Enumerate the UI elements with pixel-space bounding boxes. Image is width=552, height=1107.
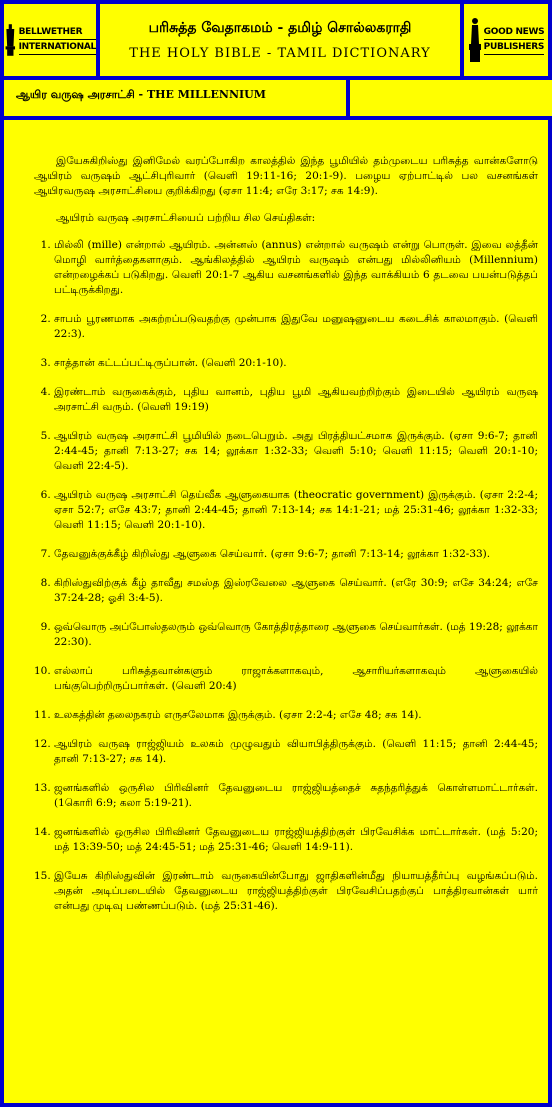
title-tamil: பரிசுத்த வேதாகமம் - தமிழ் சொல்லகராதி bbox=[148, 20, 412, 36]
publisher-logo-right bbox=[460, 0, 552, 80]
logo-text-right bbox=[484, 25, 545, 55]
title-english: THE HOLY BIBLE - TAMIL DICTIONARY bbox=[129, 46, 431, 61]
list-item: 14. ஜனங்களில் ஒருசில பிரிவினர் தேவனுடைய ராஜ்ஜியத்திற்குள் பிரவேசிக்க மாட்டார்கள். (மத் 5:20; மத் 13:39-50; மத் 24:45-51; மத் 25:31-46; வெளி 14:9-11). bbox=[54, 825, 538, 855]
list-item: 5. ஆயிரம் வருஷ அரசாட்சி பூமியில் நடைபெறும். அது பிரத்தியட்சமாக இருக்கும். (ஏசா 9:6-7; தானி 2:44-45; தானி 7:13-27; சக 14; லூக்கா 1:32-33; வெளி 5:10; வெளி 11:15; வெளி 20:1-10; வெளி 22:4-5). bbox=[54, 429, 538, 474]
list-item: 2. சாபம் பூரணமாக அகற்றப்படுவதற்கு முன்பாக இதுவே மனுஷனுடைய கடைசிக் காலமாகும். (வெளி 22:3). bbox=[54, 312, 538, 342]
list-item: 1. மில்லி (mille) என்றால் ஆயிரம். அன்னஸ் (annus) என்றால் வருஷம் என்று பொருள். இவை லத்தீன் மொழி வார்த்தைகளாகும். ஆங்கிலத்தில் ஆயிரம் வருஷம் என்பது மில்லினியம் (Millennium) என்றழைக்கப் படுகிறது. வெளி 20:1-7 ஆகிய வசனங்களில் இந்த வாக்கியம் 6 தடவை பயன்படுத்தப் பட்டிருக்கிறது. bbox=[54, 238, 538, 298]
list-item: 15. இயேசு கிறிஸ்துவின் இரண்டாம் வருகையின்போது ஜாதிகளின்மீது நியாயத்தீர்ப்பு வழங்கப்படும். அதன் அடிப்படையில் தேவனுடைய ராஜ்ஜியத்திற்குள் பிரவேசிப்பதற்குப் பாத்திரவான்கள் யார் என்பது முடிவு பண்ணப்படும். (மத் 25:31-46). bbox=[54, 869, 538, 914]
statue-figure-icon bbox=[468, 16, 482, 64]
logo-left-line2: INTERNATIONAL bbox=[19, 40, 96, 55]
logo-text-left bbox=[19, 25, 96, 55]
title-banner bbox=[96, 0, 464, 80]
list-item: 8. கிறிஸ்துவிற்குக் கீழ் தாவீது சமஸ்த இஸ்ரவேலை ஆளுகை செய்வார். (எரே 30:9; எசே 34:24; எசே 37:24-28; ஓசி 3:4-5). bbox=[54, 576, 538, 606]
publisher-logo-left bbox=[0, 0, 100, 80]
list-heading: ஆயிரம் வருஷ அரசாட்சியைப் பற்றிய சில செய்திகள்: bbox=[56, 212, 316, 224]
topic-title: ஆயிர வருஷ அரசாட்சி - THE MILLENNIUM bbox=[16, 88, 266, 101]
logo-left-line1: BELLWETHER bbox=[19, 25, 96, 40]
intro-paragraph: இயேசுகிறிஸ்து இனிமேல் வரப்போகிற காலத்தில் இந்த பூமியில் தம்முடைய பரிசுத்த வான்களோடு ஆயிரம் வருஷம் ஆட்சிபுரிவார் (வெளி 19:11-16; 20:1-9). பழைய ஏற்பாட்டில் பல வசனங்கள் ஆயிரவருஷ அரசாட்சியை குறிக்கிறது (ஏசா 11:4; எரே 3:17; சக 14:9). bbox=[34, 155, 538, 197]
list-item: 11. உலகத்தின் தலைநகரம் எருசலேமாக இருக்கும். (ஏசா 2:2-4; எசே 48; சக 14). bbox=[54, 708, 538, 723]
list-item: 3. சாத்தான் கட்டப்பட்டிருப்பான். (வெளி 20:1-10). bbox=[54, 356, 538, 371]
list-item: 6. ஆயிரம் வருஷ அரசாட்சி தெய்வீக ஆளுகையாக (theocratic government) இருக்கும். (ஏசா 2:2-4; ஏசா 52:7; எசே 43:7; தானி 2:44-45; தானி 7:13-14; சக 14:1-21; மத் 25:31-46; லூக்கா 1:32-33; வெளி 11:15; வெளி 20:1-10). bbox=[54, 488, 538, 533]
list-item: 13. ஜனங்களில் ஒருசில பிரிவினர் தேவனுடைய ராஜ்ஜியத்தைச் சுதந்தரித்துக் கொள்ளமாட்டார்கள். (1கொரி 6:9; கலா 5:19-21). bbox=[54, 781, 538, 811]
logo-right-line1: GOOD NEWS bbox=[484, 25, 545, 40]
list-item: 4. இரண்டாம் வருகைக்கும், புதிய வானம், புதிய பூமி ஆகியவற்றிற்கும் இடையில் ஆயிரம் வருஷ அரசாட்சி வரும். (வெளி 19:19) bbox=[54, 385, 538, 415]
topic-english: THE MILLENNIUM bbox=[146, 88, 266, 101]
topic-header bbox=[0, 76, 350, 120]
list-item: 10. எல்லாப் பரிசுத்தவான்களும் ராஜாக்களாகவும், ஆசாரியர்களாகவும் ஆளுகையில் பங்குபெற்றிருப்பார்கள். (வெளி 20:4) bbox=[54, 664, 538, 694]
bell-figure-icon bbox=[4, 18, 17, 62]
topic-tamil: ஆயிர வருஷ அரசாட்சி bbox=[16, 88, 135, 101]
list-item: 12. ஆயிரம் வருஷ ராஜ்ஜியம் உலகம் முழுவதும் வியாபித்திருக்கும். (வெளி 11:15; தானி 2:44-45; தானி 7:13-27; சக 14). bbox=[54, 737, 538, 767]
logo-right-line2: PUBLISHERS bbox=[484, 40, 545, 55]
list-item: 7. தேவனுக்குக்கீழ் கிறிஸ்து ஆளுகை செய்வார். (ஏசா 9:6-7; தானி 7:13-14; லூக்கா 1:32-33). bbox=[54, 547, 538, 562]
list-item: 9. ஒவ்வொரு அப்போஸ்தலரும் ஒவ்வொரு கோத்திரத்தாரை ஆளுகை செய்வார்கள். (மத் 19:28; லூக்கா 22:30). bbox=[54, 620, 538, 650]
content-area bbox=[0, 116, 552, 1107]
millennium-facts-list bbox=[34, 238, 538, 914]
